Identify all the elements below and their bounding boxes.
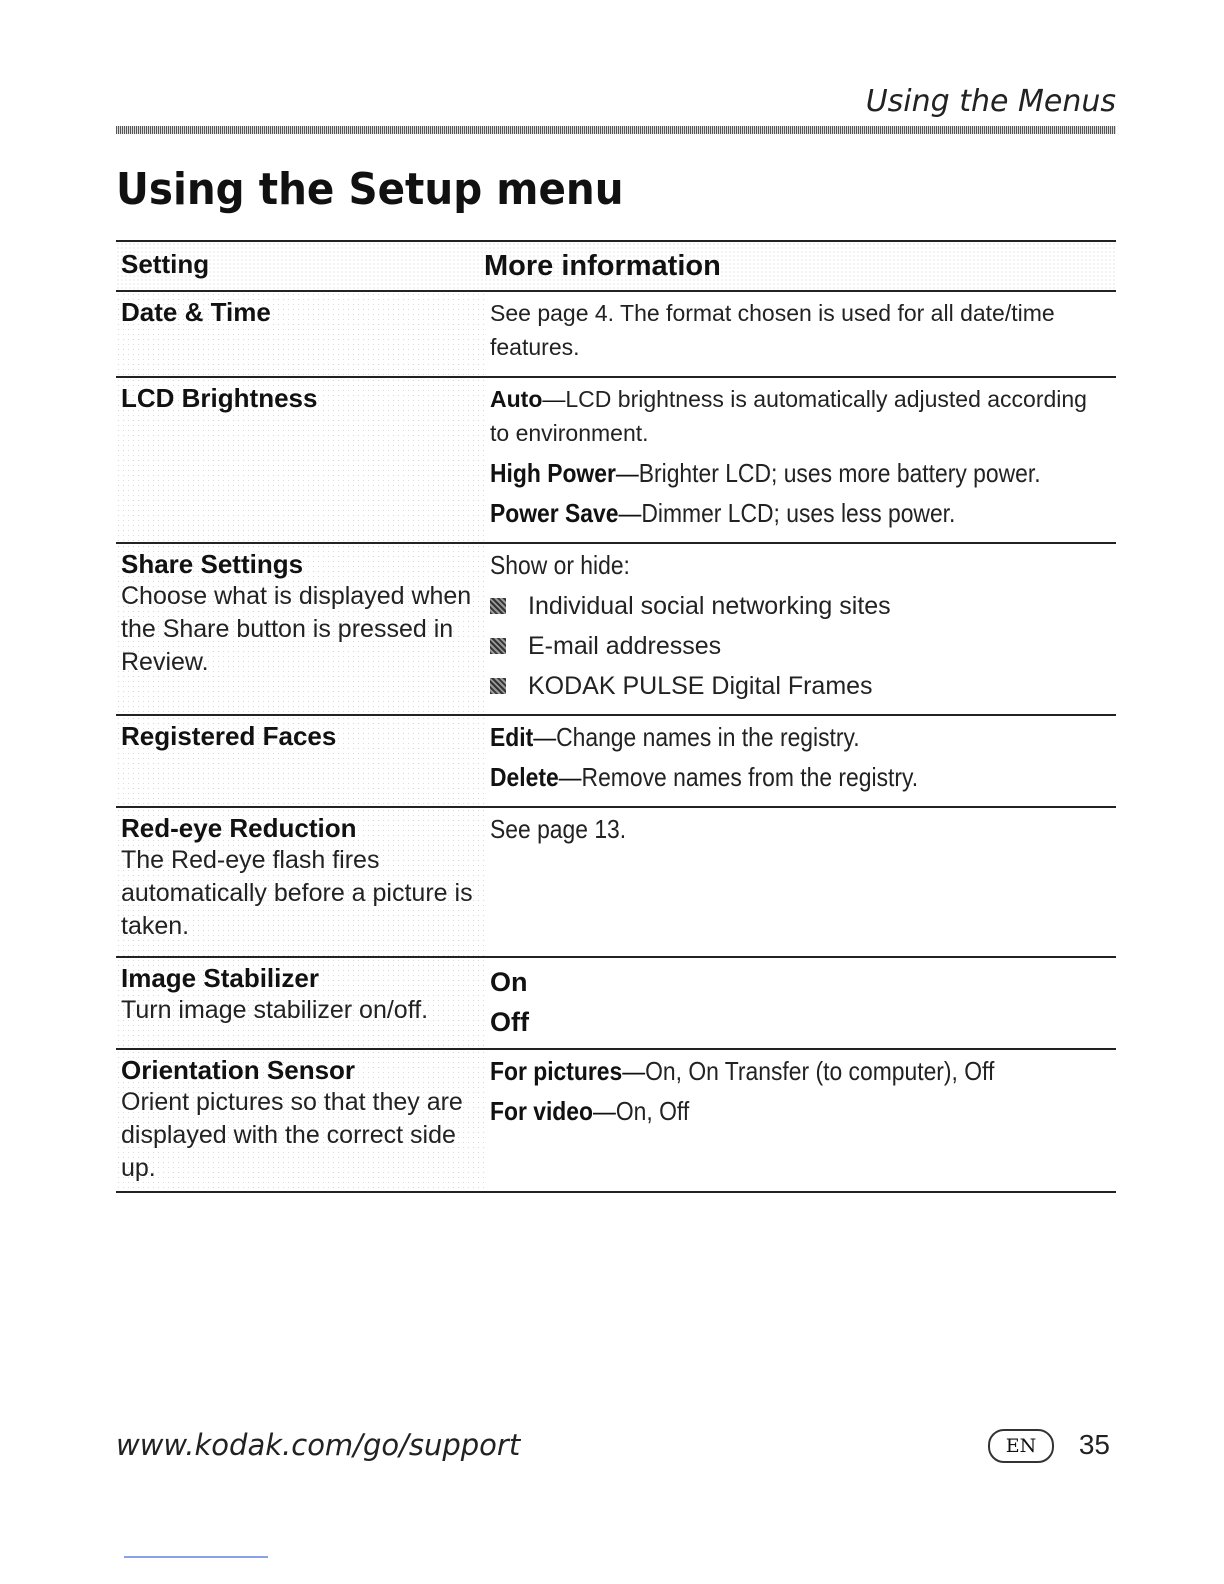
setting-description: Orient pictures so that they are displayed with the correct side up. (121, 1088, 463, 1182)
table-row-share-settings (116, 543, 1116, 715)
setting-info: See page 13. (490, 814, 627, 844)
option-high-power: High Power—Brighter LCD; uses more battery power. (490, 458, 1041, 488)
setting-info: See page 4. The format chosen is used for all date/time features. (490, 300, 1055, 360)
table-row-lcd-brightness (116, 377, 1116, 543)
table-row-orientation-sensor (116, 1049, 1116, 1192)
option-power-save: Power Save—Dimmer LCD; uses less power. (490, 498, 956, 528)
option-for-video: For video—On, Off (490, 1096, 690, 1126)
option-delete: Delete—Remove names from the registry. (490, 762, 919, 792)
setting-name: Orientation Sensor (121, 1055, 356, 1085)
table-header-row (116, 241, 1116, 291)
setting-description: The Red-eye flash fires automatically before a picture is taken. (121, 846, 473, 940)
bullet-square-icon (490, 678, 506, 694)
option-text: Brighter LCD; uses more battery power. (638, 458, 1041, 488)
option-for-pictures: For pictures—On, On Transfer (to computer), Off (490, 1056, 995, 1086)
option-auto: Auto—LCD brightness is automatically adjusted according to environment. (490, 386, 1087, 446)
bullet-square-icon (490, 598, 506, 614)
option-text: LCD brightness is automatically adjusted according to environment. (490, 386, 1087, 446)
option-label: For video (490, 1096, 593, 1126)
list-item: KODAK PULSE Digital Frames (490, 668, 1108, 704)
option-edit: Edit—Change names in the registry. (490, 722, 860, 752)
option-label: Auto (490, 386, 543, 412)
setup-menu-table (116, 240, 1116, 1193)
option-text: Remove names from the registry. (581, 762, 919, 792)
setting-name: Image Stabilizer (121, 963, 319, 993)
table-row-date-time (116, 291, 1116, 377)
setting-intro: Show or hide: (490, 550, 630, 580)
table-row-registered-faces (116, 715, 1116, 807)
page-footer (116, 1425, 1116, 1475)
setting-description: Choose what is displayed when the Share button is pressed in Review. (121, 582, 472, 676)
setting-name: LCD Brightness (121, 383, 318, 413)
section-title: Using the Menus (865, 84, 1116, 119)
value-off: Off (490, 1007, 529, 1037)
share-options-list (490, 588, 1108, 704)
column-header-more-information: More information (484, 241, 1116, 291)
list-item: E-mail addresses (490, 628, 1108, 664)
option-label: Power Save (490, 498, 619, 528)
support-url-link[interactable]: www.kodak.com/go/support (116, 1428, 521, 1462)
table-row-red-eye-reduction (116, 807, 1116, 957)
page-header (116, 84, 1116, 134)
option-text: On, On Transfer (to computer), Off (645, 1056, 995, 1086)
setting-name: Red-eye Reduction (121, 813, 357, 843)
option-text: Change names in the registry. (556, 722, 860, 752)
value-on: On (490, 967, 528, 997)
page-title: Using the Setup menu (116, 164, 624, 215)
option-text: On, Off (615, 1096, 690, 1126)
language-badge: EN (988, 1429, 1054, 1463)
header-rule (116, 126, 1116, 134)
setting-name: Registered Faces (121, 721, 337, 751)
list-item: Individual social networking sites (490, 588, 1108, 624)
table-row-image-stabilizer (116, 957, 1116, 1049)
option-label: Edit (490, 722, 534, 752)
setting-description: Turn image stabilizer on/off. (121, 996, 429, 1024)
page-number: 35 (1078, 1429, 1110, 1460)
option-label: For pictures (490, 1056, 623, 1086)
option-label: High Power (490, 458, 616, 488)
option-label: Delete (490, 762, 559, 792)
option-text: Dimmer LCD; uses less power. (641, 498, 956, 528)
bullet-square-icon (490, 638, 506, 654)
setting-name: Share Settings (121, 549, 304, 579)
column-header-setting: Setting (116, 241, 484, 291)
setting-name: Date & Time (121, 297, 271, 327)
bottom-divider (124, 1556, 268, 1558)
